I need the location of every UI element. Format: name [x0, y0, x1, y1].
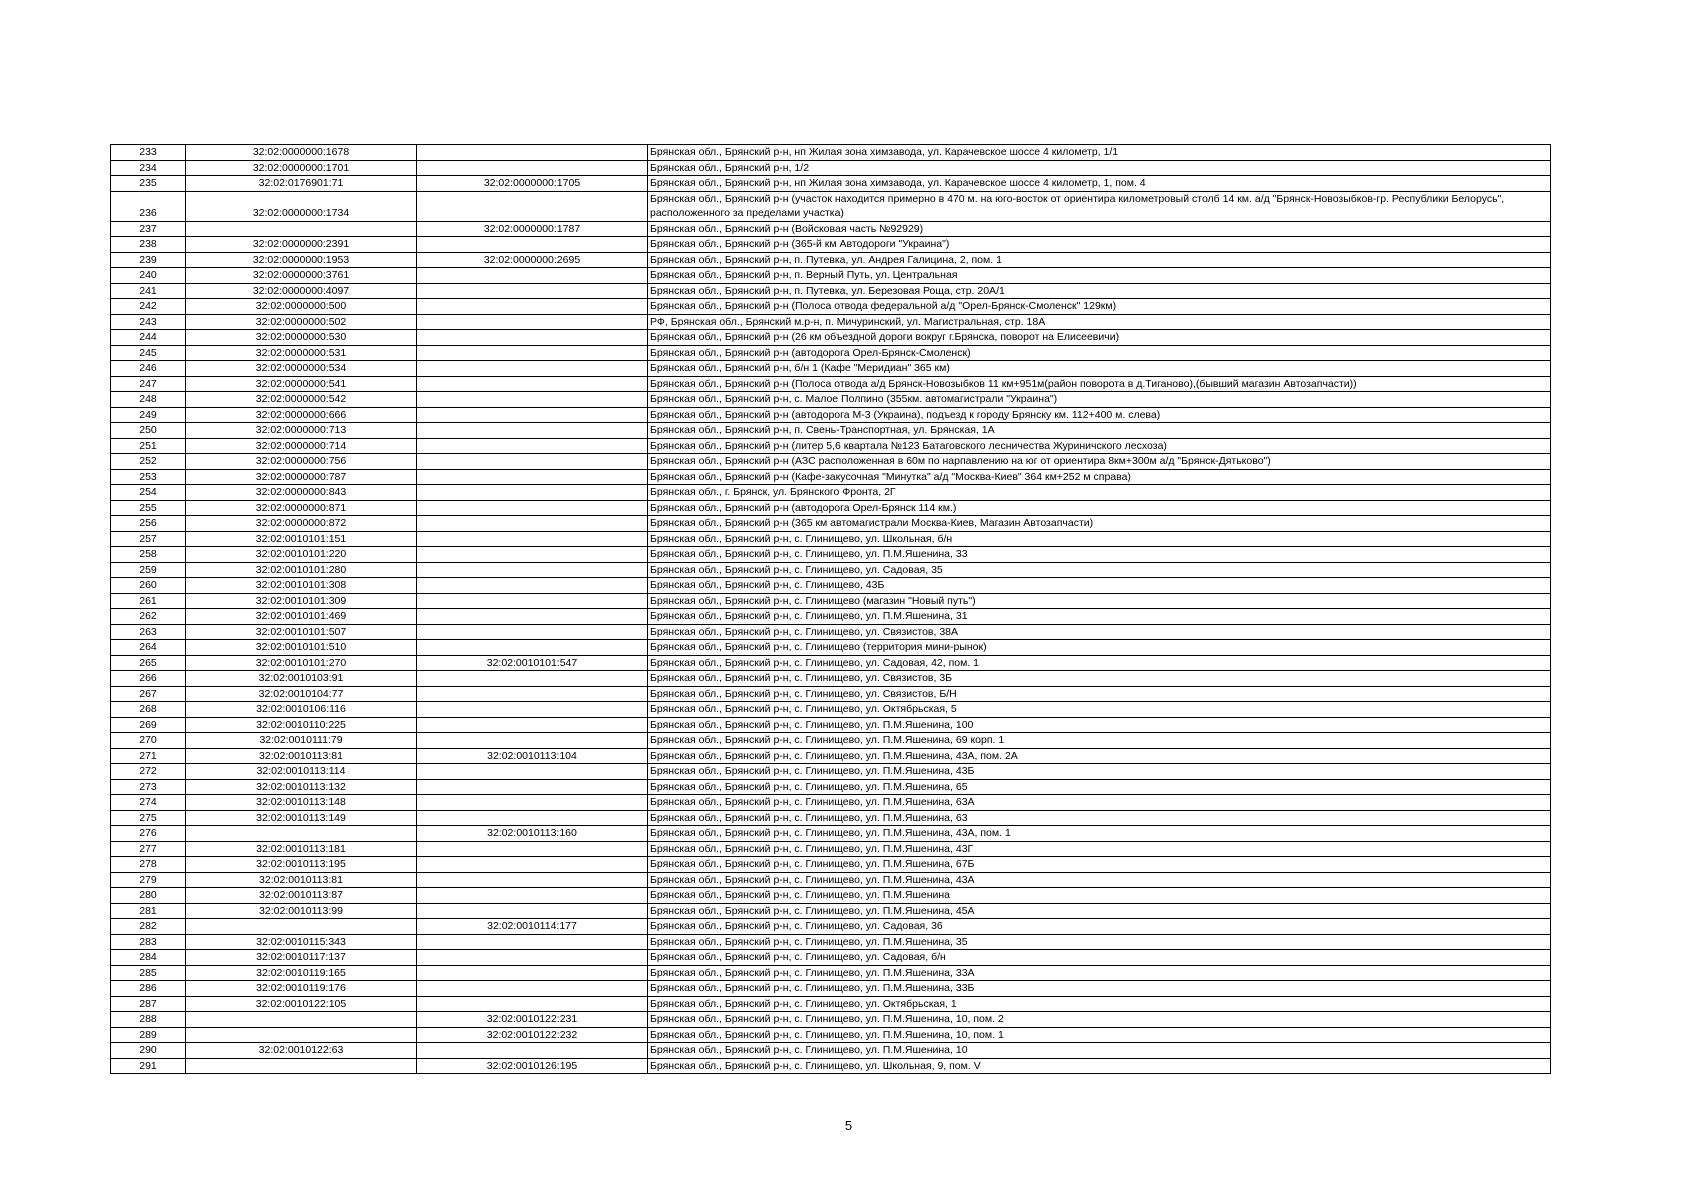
land-cadastral-number-cell: 32:02:0010101:469	[186, 609, 417, 625]
table-row	[111, 392, 1551, 408]
row-number-cell: 262	[111, 609, 186, 625]
table-row	[111, 454, 1551, 470]
row-number-cell: 279	[111, 872, 186, 888]
land-cadastral-number-cell: 32:02:0010101:308	[186, 578, 417, 594]
table-row	[111, 779, 1551, 795]
address-cell: Брянская обл., Брянский р-н (литер 5,6 квартала №123 Батаговского лесничества Журиничского лесхоза)	[648, 438, 1551, 454]
row-number-cell: 253	[111, 469, 186, 485]
land-cadastral-number-cell: 32:02:0010115:343	[186, 934, 417, 950]
building-cadastral-number-cell	[417, 764, 648, 780]
building-cadastral-number-cell	[417, 593, 648, 609]
address-cell: Брянская обл., Брянский р-н, с. Глинищево, ул. П.М.Яшенина, 43А, пом. 2А	[648, 748, 1551, 764]
land-cadastral-number-cell: 32:02:0010117:137	[186, 950, 417, 966]
row-number-cell: 257	[111, 531, 186, 547]
address-cell: Брянская обл., Брянский р-н, с. Глинищево, ул. П.М.Яшенина, 100	[648, 717, 1551, 733]
building-cadastral-number-cell	[417, 686, 648, 702]
table-row	[111, 516, 1551, 532]
building-cadastral-number-cell	[417, 562, 648, 578]
address-cell: РФ, Брянская обл., Брянский м.р-н, п. Мичуринский, ул. Магистральная, стр. 18А	[648, 314, 1551, 330]
building-cadastral-number-cell	[417, 981, 648, 997]
land-cadastral-number-cell: 32:02:0000000:1701	[186, 160, 417, 176]
row-number-cell: 252	[111, 454, 186, 470]
address-cell: Брянская обл., Брянский р-н, нп Жилая зона химзавода, ул. Карачевское шоссе 4 километр, 1/1	[648, 145, 1551, 161]
table-row	[111, 764, 1551, 780]
building-cadastral-number-cell	[417, 191, 648, 221]
building-cadastral-number-cell: 32:02:0010113:160	[417, 826, 648, 842]
building-cadastral-number-cell	[417, 965, 648, 981]
land-cadastral-number-cell: 32:02:0000000:872	[186, 516, 417, 532]
land-cadastral-number-cell: 32:02:0000000:3761	[186, 268, 417, 284]
table-row	[111, 795, 1551, 811]
row-number-cell: 240	[111, 268, 186, 284]
building-cadastral-number-cell	[417, 268, 648, 284]
row-number-cell: 250	[111, 423, 186, 439]
land-cadastral-number-cell: 32:02:0000000:542	[186, 392, 417, 408]
land-cadastral-number-cell: 32:02:0010113:99	[186, 903, 417, 919]
building-cadastral-number-cell	[417, 299, 648, 315]
table-row	[111, 593, 1551, 609]
row-number-cell: 285	[111, 965, 186, 981]
address-cell: Брянская обл., Брянский р-н, с. Глинищево, ул. П.М.Яшенина, 35	[648, 934, 1551, 950]
address-cell: Брянская обл., Брянский р-н, с. Глинищево, ул. П.М.Яшенина, 33Б	[648, 981, 1551, 997]
table-row	[111, 671, 1551, 687]
row-number-cell: 245	[111, 345, 186, 361]
row-number-cell: 255	[111, 500, 186, 516]
land-cadastral-number-cell: 32:02:0000000:787	[186, 469, 417, 485]
land-cadastral-number-cell: 32:02:0000000:502	[186, 314, 417, 330]
row-number-cell: 237	[111, 221, 186, 237]
row-number-cell: 236	[111, 191, 186, 221]
address-cell: Брянская обл., Брянский р-н, с. Глинищево, ул. П.М.Яшенина, 10, пом. 2	[648, 1012, 1551, 1028]
row-number-cell: 263	[111, 624, 186, 640]
row-number-cell: 266	[111, 671, 186, 687]
land-cadastral-number-cell: 32:02:0000000:541	[186, 376, 417, 392]
building-cadastral-number-cell	[417, 485, 648, 501]
land-cadastral-number-cell: 32:02:0010113:114	[186, 764, 417, 780]
land-cadastral-number-cell: 32:02:0010101:507	[186, 624, 417, 640]
land-cadastral-number-cell: 32:02:0000000:714	[186, 438, 417, 454]
table-row	[111, 1012, 1551, 1028]
table-row	[111, 903, 1551, 919]
row-number-cell: 235	[111, 176, 186, 192]
land-cadastral-number-cell: 32:02:0010122:63	[186, 1043, 417, 1059]
building-cadastral-number-cell	[417, 547, 648, 563]
address-cell: Брянская обл., Брянский р-н, 1/2	[648, 160, 1551, 176]
table-row	[111, 826, 1551, 842]
row-number-cell: 248	[111, 392, 186, 408]
table-row	[111, 361, 1551, 377]
building-cadastral-number-cell	[417, 624, 648, 640]
row-number-cell: 282	[111, 919, 186, 935]
address-cell: Брянская обл., Брянский р-н (365 км автомагистрали Москва-Киев, Магазин Автозапчасти)	[648, 516, 1551, 532]
building-cadastral-number-cell	[417, 779, 648, 795]
table-row	[111, 531, 1551, 547]
row-number-cell: 254	[111, 485, 186, 501]
land-cadastral-number-cell: 32:02:0010103:91	[186, 671, 417, 687]
row-number-cell: 272	[111, 764, 186, 780]
row-number-cell: 233	[111, 145, 186, 161]
address-cell: Брянская обл., Брянский р-н, с. Глинищево, ул. Школьная, 9, пом. V	[648, 1058, 1551, 1074]
building-cadastral-number-cell	[417, 903, 648, 919]
address-cell: Брянская обл., Брянский р-н, с. Глинищево, ул. Садовая, 36	[648, 919, 1551, 935]
address-cell: Брянская обл., Брянский р-н, с. Глинищево, ул. Школьная, б/н	[648, 531, 1551, 547]
land-cadastral-number-cell: 32:02:0000000:756	[186, 454, 417, 470]
land-cadastral-number-cell: 32:02:0010113:195	[186, 857, 417, 873]
table-row	[111, 609, 1551, 625]
address-cell: Брянская обл., Брянский р-н, с. Глинищево, ул. П.М.Яшенина, 10, пом. 1	[648, 1027, 1551, 1043]
row-number-cell: 256	[111, 516, 186, 532]
address-cell: Брянская обл., г. Брянск, ул. Брянского Фронта, 2Г	[648, 485, 1551, 501]
land-cadastral-number-cell	[186, 919, 417, 935]
row-number-cell: 289	[111, 1027, 186, 1043]
land-cadastral-number-cell	[186, 1012, 417, 1028]
land-cadastral-number-cell: 32:02:0000000:530	[186, 330, 417, 346]
address-cell: Брянская обл., Брянский р-н (Войсковая часть №92929)	[648, 221, 1551, 237]
building-cadastral-number-cell: 32:02:0010101:547	[417, 655, 648, 671]
table-row	[111, 547, 1551, 563]
row-number-cell: 243	[111, 314, 186, 330]
address-cell: Брянская обл., Брянский р-н, п. Верный Путь, ул. Центральная	[648, 268, 1551, 284]
building-cadastral-number-cell: 32:02:0010113:104	[417, 748, 648, 764]
table-row	[111, 872, 1551, 888]
land-cadastral-number-cell: 32:02:0010113:87	[186, 888, 417, 904]
table-row	[111, 252, 1551, 268]
building-cadastral-number-cell	[417, 454, 648, 470]
building-cadastral-number-cell	[417, 671, 648, 687]
page-number: 5	[844, 1118, 853, 1133]
table-row	[111, 314, 1551, 330]
land-cadastral-number-cell: 32:02:0000000:2391	[186, 237, 417, 253]
table-row	[111, 237, 1551, 253]
address-cell: Брянская обл., Брянский р-н, с. Глинищево, ул. Октябрьская, 5	[648, 702, 1551, 718]
building-cadastral-number-cell	[417, 950, 648, 966]
table-row	[111, 330, 1551, 346]
building-cadastral-number-cell	[417, 361, 648, 377]
address-cell: Брянская обл., Брянский р-н (Полоса отвода федеральной а/д "Орел-Брянск-Смоленск" 129км)	[648, 299, 1551, 315]
table-row	[111, 1027, 1551, 1043]
table-row	[111, 733, 1551, 749]
address-cell: Брянская обл., Брянский р-н, с. Глинищево, 43Б	[648, 578, 1551, 594]
address-cell: Брянская обл., Брянский р-н, с. Глинищево, ул. П.М.Яшенина, 45А	[648, 903, 1551, 919]
table-row	[111, 191, 1551, 221]
building-cadastral-number-cell	[417, 283, 648, 299]
row-number-cell: 288	[111, 1012, 186, 1028]
land-cadastral-number-cell: 32:02:0000000:1953	[186, 252, 417, 268]
row-number-cell: 239	[111, 252, 186, 268]
building-cadastral-number-cell	[417, 531, 648, 547]
address-cell: Брянская обл., Брянский р-н, с. Глинищево, ул. П.М.Яшенина	[648, 888, 1551, 904]
table-row	[111, 981, 1551, 997]
building-cadastral-number-cell	[417, 469, 648, 485]
table-row	[111, 919, 1551, 935]
building-cadastral-number-cell	[417, 996, 648, 1012]
land-cadastral-number-cell: 32:02:0000000:1734	[186, 191, 417, 221]
building-cadastral-number-cell	[417, 376, 648, 392]
land-cadastral-number-cell: 32:02:0010101:220	[186, 547, 417, 563]
land-cadastral-number-cell: 32:02:0000000:4097	[186, 283, 417, 299]
address-cell: Брянская обл., Брянский р-н, с. Глинищево, ул. П.М.Яшенина, 43Г	[648, 841, 1551, 857]
table-row	[111, 578, 1551, 594]
building-cadastral-number-cell	[417, 145, 648, 161]
land-cadastral-number-cell: 32:02:0010106:116	[186, 702, 417, 718]
land-cadastral-number-cell: 32:02:0010113:81	[186, 748, 417, 764]
building-cadastral-number-cell: 32:02:0010122:232	[417, 1027, 648, 1043]
land-cadastral-number-cell: 32:02:0010104:77	[186, 686, 417, 702]
row-number-cell: 270	[111, 733, 186, 749]
building-cadastral-number-cell	[417, 330, 648, 346]
building-cadastral-number-cell	[417, 516, 648, 532]
building-cadastral-number-cell	[417, 733, 648, 749]
address-cell: Брянская обл., Брянский р-н, п. Путевка, ул. Андрея Галицина, 2, пом. 1	[648, 252, 1551, 268]
table-row	[111, 717, 1551, 733]
building-cadastral-number-cell	[417, 934, 648, 950]
building-cadastral-number-cell	[417, 392, 648, 408]
address-cell: Брянская обл., Брянский р-н, с. Глинищево, ул. П.М.Яшенина, 31	[648, 609, 1551, 625]
table-row	[111, 841, 1551, 857]
building-cadastral-number-cell	[417, 888, 648, 904]
address-cell: Брянская обл., Брянский р-н, с. Глинищево, ул. П.М.Яшенина, 43Б	[648, 764, 1551, 780]
row-number-cell: 267	[111, 686, 186, 702]
address-cell: Брянская обл., Брянский р-н, п. Путевка, ул. Березовая Роща, стр. 20А/1	[648, 283, 1551, 299]
building-cadastral-number-cell	[417, 237, 648, 253]
building-cadastral-number-cell	[417, 857, 648, 873]
address-cell: Брянская обл., Брянский р-н (26 км объездной дороги вокруг г.Брянска, поворот на Елисеевичи)	[648, 330, 1551, 346]
row-number-cell: 258	[111, 547, 186, 563]
building-cadastral-number-cell	[417, 500, 648, 516]
table-row	[111, 299, 1551, 315]
table-row	[111, 1058, 1551, 1074]
table-row	[111, 268, 1551, 284]
row-number-cell: 268	[111, 702, 186, 718]
building-cadastral-number-cell	[417, 160, 648, 176]
table-row	[111, 857, 1551, 873]
building-cadastral-number-cell	[417, 407, 648, 423]
land-cadastral-number-cell: 32:02:0010101:510	[186, 640, 417, 656]
row-number-cell: 238	[111, 237, 186, 253]
table-row	[111, 624, 1551, 640]
land-cadastral-number-cell: 32:02:0010113:149	[186, 810, 417, 826]
land-cadastral-number-cell	[186, 826, 417, 842]
row-number-cell: 241	[111, 283, 186, 299]
table-row	[111, 686, 1551, 702]
table-row	[111, 376, 1551, 392]
row-number-cell: 242	[111, 299, 186, 315]
row-number-cell: 291	[111, 1058, 186, 1074]
row-number-cell: 259	[111, 562, 186, 578]
building-cadastral-number-cell: 32:02:0000000:1705	[417, 176, 648, 192]
row-number-cell: 264	[111, 640, 186, 656]
land-cadastral-number-cell: 32:02:0000000:666	[186, 407, 417, 423]
address-cell: Брянская обл., Брянский р-н (автодорога Орел-Брянск-Смоленск)	[648, 345, 1551, 361]
table-row	[111, 965, 1551, 981]
address-cell: Брянская обл., Брянский р-н, с. Глинищево, ул. П.М.Яшенина, 43А, пом. 1	[648, 826, 1551, 842]
table-row	[111, 655, 1551, 671]
land-cadastral-number-cell: 32:02:0000000:871	[186, 500, 417, 516]
row-number-cell: 274	[111, 795, 186, 811]
land-cadastral-number-cell: 32:02:0010101:151	[186, 531, 417, 547]
building-cadastral-number-cell: 32:02:0000000:2695	[417, 252, 648, 268]
row-number-cell: 273	[111, 779, 186, 795]
table-row	[111, 145, 1551, 161]
row-number-cell: 280	[111, 888, 186, 904]
address-cell: Брянская обл., Брянский р-н, с. Глинищево, ул. П.М.Яшенина, 33А	[648, 965, 1551, 981]
land-cadastral-number-cell: 32:02:0000000:534	[186, 361, 417, 377]
building-cadastral-number-cell: 32:02:0000000:1787	[417, 221, 648, 237]
property-registry-table	[110, 144, 1551, 1074]
address-cell: Брянская обл., Брянский р-н, с. Глинищево, ул. П.М.Яшенина, 43А	[648, 872, 1551, 888]
building-cadastral-number-cell	[417, 438, 648, 454]
row-number-cell: 251	[111, 438, 186, 454]
table-row	[111, 1043, 1551, 1059]
row-number-cell: 287	[111, 996, 186, 1012]
address-cell: Брянская обл., Брянский р-н, с. Глинищево, ул. П.М.Яшенина, 63А	[648, 795, 1551, 811]
address-cell: Брянская обл., Брянский р-н (Полоса отвода а/д Брянск-Новозыбков 11 км+951м(район поворота в д.Тиганово),(бывший магазин Автозапчасти))	[648, 376, 1551, 392]
address-cell: Брянская обл., Брянский р-н, с. Глинищево, ул. Связистов, 3Б	[648, 671, 1551, 687]
table-row	[111, 810, 1551, 826]
land-cadastral-number-cell: 32:02:0010119:165	[186, 965, 417, 981]
address-cell: Брянская обл., Брянский р-н (АЗС расположенная в 60м по нарпавлению на юг от ориентира 8км+300м а/д "Брянск-Дятьково")	[648, 454, 1551, 470]
address-cell: Брянская обл., Брянский р-н, с. Глинищево, ул. П.М.Яшенина, 33	[648, 547, 1551, 563]
address-cell: Брянская обл., Брянский р-н, с. Глинищево, ул. Садовая, б/н	[648, 950, 1551, 966]
row-number-cell: 286	[111, 981, 186, 997]
table-row	[111, 562, 1551, 578]
address-cell: Брянская обл., Брянский р-н, с. Глинищево, ул. Октябрьская, 1	[648, 996, 1551, 1012]
land-cadastral-number-cell: 32:02:0010113:181	[186, 841, 417, 857]
land-cadastral-number-cell	[186, 1027, 417, 1043]
land-cadastral-number-cell: 32:02:0010122:105	[186, 996, 417, 1012]
building-cadastral-number-cell	[417, 1043, 648, 1059]
building-cadastral-number-cell	[417, 640, 648, 656]
building-cadastral-number-cell	[417, 810, 648, 826]
building-cadastral-number-cell	[417, 702, 648, 718]
land-cadastral-number-cell: 32:02:0010101:270	[186, 655, 417, 671]
row-number-cell: 277	[111, 841, 186, 857]
table-row	[111, 160, 1551, 176]
row-number-cell: 290	[111, 1043, 186, 1059]
land-cadastral-number-cell: 32:02:0010113:81	[186, 872, 417, 888]
address-cell: Брянская обл., Брянский р-н (участок находится примерно в 470 м. на юго-восток от ориентира километровый столб 14 км. а/д "Брянск-Новозыбков-гр. Республики Белорусь", расположенного за пределами участка)	[648, 191, 1551, 221]
address-cell: Брянская обл., Брянский р-н, с. Глинищево, ул. Связистов, Б/Н	[648, 686, 1551, 702]
land-cadastral-number-cell: 32:02:0010113:132	[186, 779, 417, 795]
building-cadastral-number-cell	[417, 345, 648, 361]
row-number-cell: 284	[111, 950, 186, 966]
row-number-cell: 275	[111, 810, 186, 826]
table-row	[111, 221, 1551, 237]
row-number-cell: 246	[111, 361, 186, 377]
row-number-cell: 276	[111, 826, 186, 842]
registry-body	[111, 145, 1551, 1074]
row-number-cell: 247	[111, 376, 186, 392]
land-cadastral-number-cell: 32:02:0010119:176	[186, 981, 417, 997]
address-cell: Брянская обл., Брянский р-н, с. Глинищево, ул. П.М.Яшенина, 63	[648, 810, 1551, 826]
building-cadastral-number-cell: 32:02:0010122:231	[417, 1012, 648, 1028]
row-number-cell: 261	[111, 593, 186, 609]
table-row	[111, 934, 1551, 950]
row-number-cell: 249	[111, 407, 186, 423]
building-cadastral-number-cell	[417, 423, 648, 439]
land-cadastral-number-cell: 32:02:0010101:280	[186, 562, 417, 578]
row-number-cell: 260	[111, 578, 186, 594]
table-row	[111, 500, 1551, 516]
address-cell: Брянская обл., Брянский р-н, п. Свень-Транспортная, ул. Брянская, 1А	[648, 423, 1551, 439]
table-row	[111, 283, 1551, 299]
address-cell: Брянская обл., Брянский р-н, с. Глинищево, ул. П.М.Яшенина, 67Б	[648, 857, 1551, 873]
table-row	[111, 345, 1551, 361]
land-cadastral-number-cell	[186, 1058, 417, 1074]
land-cadastral-number-cell: 32:02:0000000:500	[186, 299, 417, 315]
address-cell: Брянская обл., Брянский р-н, с. Глинищево, ул. П.М.Яшенина, 69 корп. 1	[648, 733, 1551, 749]
address-cell: Брянская обл., Брянский р-н, с. Глинищево, ул. Связистов, 38А	[648, 624, 1551, 640]
land-cadastral-number-cell: 32:02:0176901:71	[186, 176, 417, 192]
building-cadastral-number-cell	[417, 609, 648, 625]
address-cell: Брянская обл., Брянский р-н (автодорога М-3 (Украина), подъезд к городу Брянску км. 112+400 м. слева)	[648, 407, 1551, 423]
address-cell: Брянская обл., Брянский р-н (Кафе-закусочная "Минутка" а/д "Москва-Киев" 364 км+252 м справа)	[648, 469, 1551, 485]
row-number-cell: 283	[111, 934, 186, 950]
row-number-cell: 271	[111, 748, 186, 764]
address-cell: Брянская обл., Брянский р-н, с. Малое Полпино (355км. автомагистрали "Украина")	[648, 392, 1551, 408]
land-cadastral-number-cell: 32:02:0010113:148	[186, 795, 417, 811]
address-cell: Брянская обл., Брянский р-н, с. Глинищево, ул. П.М.Яшенина, 65	[648, 779, 1551, 795]
table-row	[111, 438, 1551, 454]
building-cadastral-number-cell	[417, 841, 648, 857]
land-cadastral-number-cell: 32:02:0000000:713	[186, 423, 417, 439]
address-cell: Брянская обл., Брянский р-н, нп Жилая зона химзавода, ул. Карачевское шоссе 4 километр, 1, пом. 4	[648, 176, 1551, 192]
land-cadastral-number-cell: 32:02:0000000:531	[186, 345, 417, 361]
table-row	[111, 469, 1551, 485]
row-number-cell: 234	[111, 160, 186, 176]
table-row	[111, 640, 1551, 656]
address-cell: Брянская обл., Брянский р-н, с. Глинищево, ул. Садовая, 42, пом. 1	[648, 655, 1551, 671]
table-row	[111, 888, 1551, 904]
building-cadastral-number-cell: 32:02:0010114:177	[417, 919, 648, 935]
table-row	[111, 176, 1551, 192]
table-row	[111, 423, 1551, 439]
address-cell: Брянская обл., Брянский р-н, с. Глинищево (территория мини-рынок)	[648, 640, 1551, 656]
row-number-cell: 244	[111, 330, 186, 346]
row-number-cell: 269	[111, 717, 186, 733]
land-cadastral-number-cell: 32:02:0010111:79	[186, 733, 417, 749]
land-cadastral-number-cell: 32:02:0000000:1678	[186, 145, 417, 161]
land-cadastral-number-cell: 32:02:0010101:309	[186, 593, 417, 609]
row-number-cell: 281	[111, 903, 186, 919]
table-row	[111, 485, 1551, 501]
building-cadastral-number-cell: 32:02:0010126:195	[417, 1058, 648, 1074]
table-row	[111, 407, 1551, 423]
table-row	[111, 748, 1551, 764]
table-row	[111, 950, 1551, 966]
address-cell: Брянская обл., Брянский р-н, б/н 1 (Кафе "Меридиан" 365 км)	[648, 361, 1551, 377]
row-number-cell: 278	[111, 857, 186, 873]
table-row	[111, 996, 1551, 1012]
address-cell: Брянская обл., Брянский р-н, с. Глинищево, ул. Садовая, 35	[648, 562, 1551, 578]
table-row	[111, 702, 1551, 718]
land-cadastral-number-cell: 32:02:0010110:225	[186, 717, 417, 733]
building-cadastral-number-cell	[417, 578, 648, 594]
address-cell: Брянская обл., Брянский р-н, с. Глинищево, ул. П.М.Яшенина, 10	[648, 1043, 1551, 1059]
building-cadastral-number-cell	[417, 717, 648, 733]
land-cadastral-number-cell: 32:02:0000000:843	[186, 485, 417, 501]
building-cadastral-number-cell	[417, 795, 648, 811]
address-cell: Брянская обл., Брянский р-н, с. Глинищево (магазин "Новый путь")	[648, 593, 1551, 609]
building-cadastral-number-cell	[417, 314, 648, 330]
address-cell: Брянская обл., Брянский р-н (автодорога Орел-Брянск 114 км.)	[648, 500, 1551, 516]
land-cadastral-number-cell	[186, 221, 417, 237]
row-number-cell: 265	[111, 655, 186, 671]
address-cell: Брянская обл., Брянский р-н (365-й км Автодороги "Украина")	[648, 237, 1551, 253]
building-cadastral-number-cell	[417, 872, 648, 888]
